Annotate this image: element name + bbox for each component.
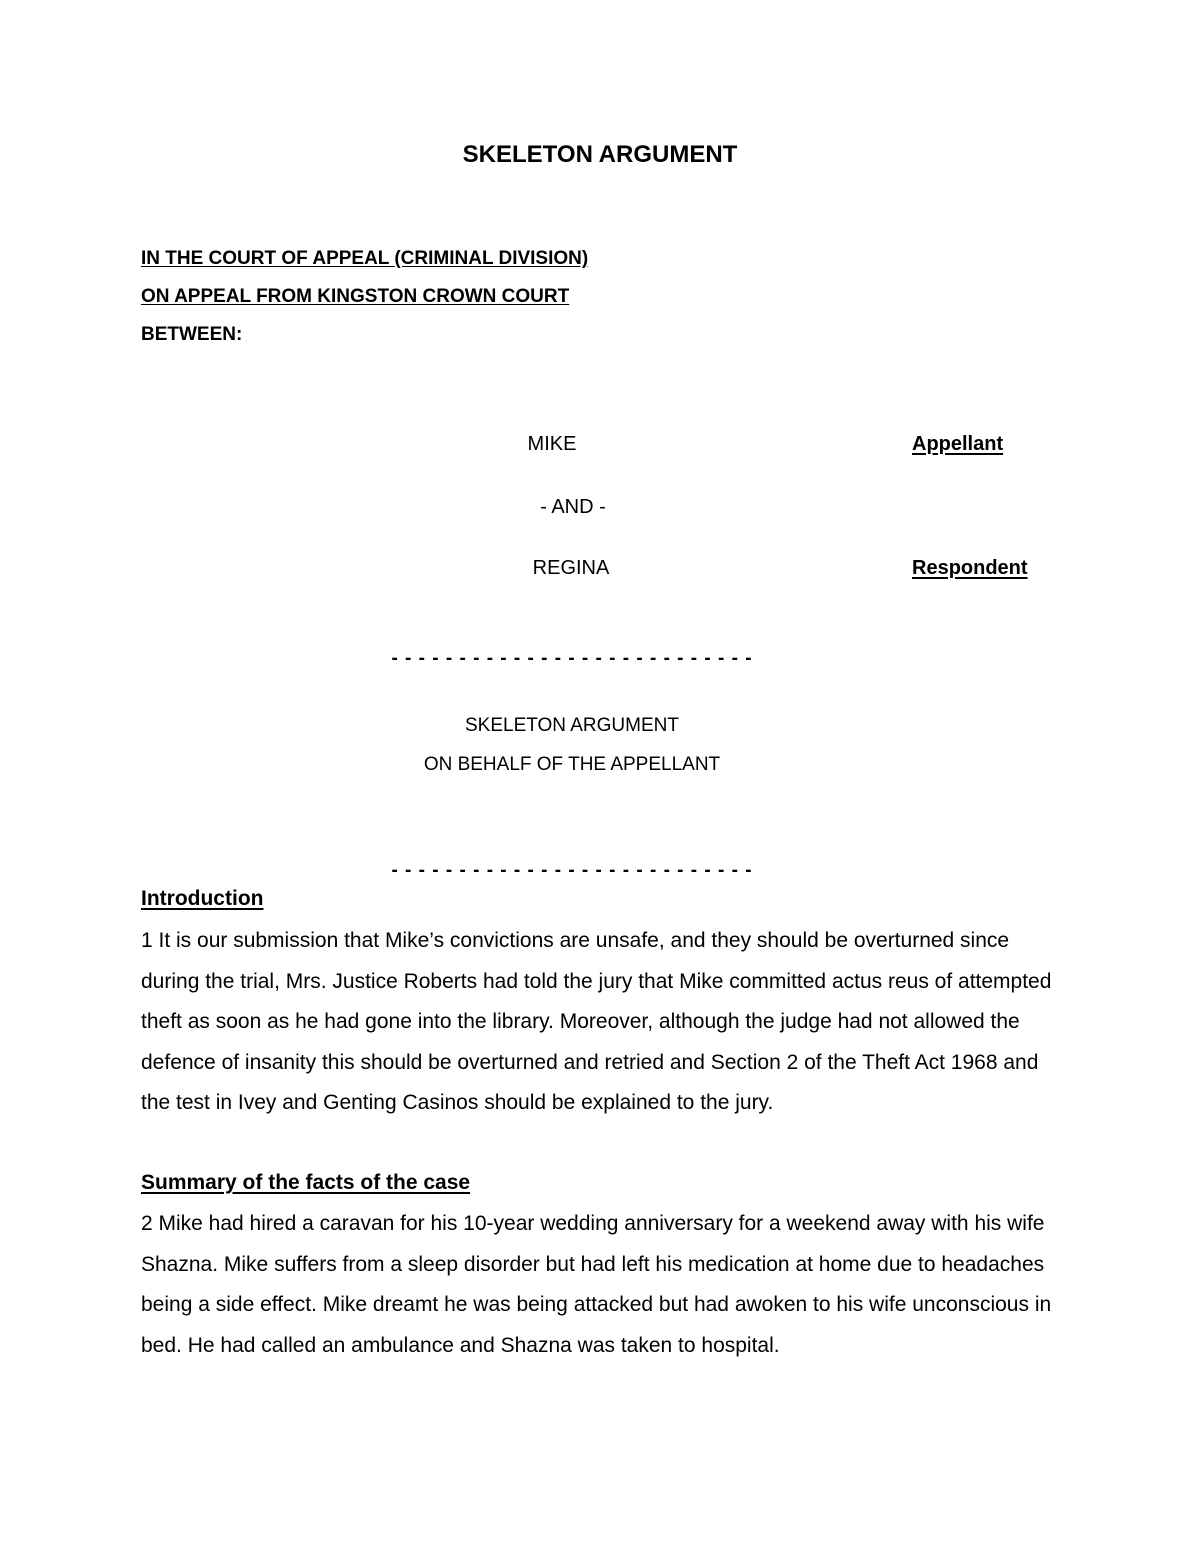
paragraph-summary: 2 Mike had hired a caravan for his 10-year wedding anniversary for a weekend away with his wife Shazna. Mike suffers from a sleep disorder but had left his medication at home due to headaches being a side effect. Mike dreamt he was being attacked but had awoken to his wife unconscious in bed. He had called an ambulance and Shazna was taken to hospital. bbox=[141, 1212, 1052, 1357]
paragraph-introduction: 1 It is our submission that Mike’s convictions are unsafe, and they should be overturned since during the trial, Mrs. Justice Roberts had told the jury that Mike committed actus reus of attempted theft as soon as he had gone into the library. Moreover, although the judge had not allowed the defence of insanity this should be overturned and retried and Section 2 of the Theft Act 1968 and the test in Ivey and Genting Casinos should be explained to the jury. bbox=[141, 929, 1052, 1114]
and-separator: - AND - bbox=[540, 496, 606, 518]
subtitle-skeleton-argument: SKELETON ARGUMENT bbox=[465, 715, 679, 736]
section-heading-introduction: Introduction bbox=[141, 887, 264, 910]
respondent-name: REGINA bbox=[532, 557, 610, 579]
court-name: IN THE COURT OF APPEAL (CRIMINAL DIVISION) bbox=[141, 248, 589, 269]
divider-top: - - - - - - - - - - - - - - - - - - - - - - - - - - - bbox=[391, 648, 753, 669]
section-heading-summary: Summary of the facts of the case bbox=[141, 1171, 471, 1194]
appellant-role: Appellant bbox=[912, 433, 1004, 455]
appeal-origin: ON APPEAL FROM KINGSTON CROWN COURT bbox=[141, 286, 570, 307]
subtitle-on-behalf: ON BEHALF OF THE APPELLANT bbox=[423, 754, 721, 775]
appellant-name: MIKE bbox=[527, 433, 577, 455]
respondent-role: Respondent bbox=[912, 557, 1028, 579]
divider-bottom: - - - - - - - - - - - - - - - - - - - - - - - - - - - bbox=[391, 860, 753, 881]
between-label: BETWEEN: bbox=[141, 324, 243, 345]
document-title: SKELETON ARGUMENT bbox=[462, 141, 738, 168]
